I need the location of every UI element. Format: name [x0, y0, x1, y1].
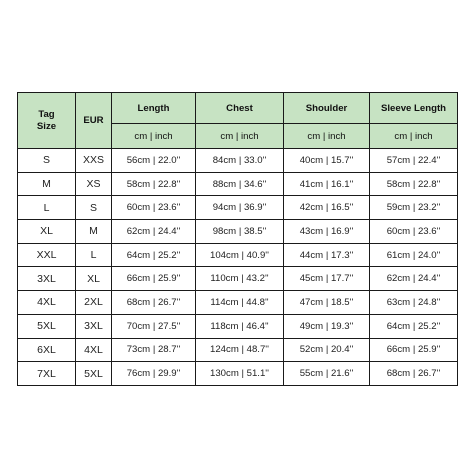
eur-header: EUR: [76, 93, 112, 149]
eur-size-cell: XXS: [76, 149, 112, 173]
chest-cell: 110cm | 43.2'': [196, 267, 284, 291]
tag-size-cell: 6XL: [18, 338, 76, 362]
eur-size-cell: XS: [76, 172, 112, 196]
length-cell: 64cm | 25.2'': [112, 243, 196, 267]
eur-size-cell: XL: [76, 267, 112, 291]
sleeve-length-cell: 62cm | 24.4'': [370, 267, 458, 291]
tag-size-header: [18, 93, 76, 149]
sleeve-unit-label: cm | inch: [370, 124, 458, 149]
table-header: [18, 93, 458, 149]
tag-size-cell: 3XL: [18, 267, 76, 291]
length-cell: 62cm | 24.4'': [112, 220, 196, 244]
length-unit-label: cm | inch: [112, 124, 196, 149]
table-row: [18, 314, 458, 338]
tag-size-cell: M: [18, 172, 76, 196]
sleeve-length-cell: 66cm | 25.9'': [370, 338, 458, 362]
eur-size-cell: 3XL: [76, 314, 112, 338]
shoulder-cell: 55cm | 21.6'': [284, 362, 370, 386]
sleeve-length-header: Sleeve Length: [370, 93, 458, 124]
tag-size-cell: S: [18, 149, 76, 173]
sleeve-length-cell: 64cm | 25.2'': [370, 314, 458, 338]
shoulder-cell: 40cm | 15.7'': [284, 149, 370, 173]
shoulder-cell: 44cm | 17.3'': [284, 243, 370, 267]
length-cell: 70cm | 27.5'': [112, 314, 196, 338]
tag-size-cell: 4XL: [18, 291, 76, 315]
table-row: [18, 149, 458, 173]
tag-size-header-line1: Tag: [38, 108, 55, 120]
eur-size-cell: S: [76, 196, 112, 220]
eur-size-cell: M: [76, 220, 112, 244]
table-body: [18, 149, 458, 386]
tag-size-header-line2: Size: [36, 120, 57, 132]
sleeve-length-cell: 61cm | 24.0'': [370, 243, 458, 267]
chest-cell: 130cm | 51.1'': [196, 362, 284, 386]
length-cell: 76cm | 29.9'': [112, 362, 196, 386]
sleeve-length-cell: 59cm | 23.2'': [370, 196, 458, 220]
chest-cell: 94cm | 36.9'': [196, 196, 284, 220]
tag-size-cell: 5XL: [18, 314, 76, 338]
eur-size-cell: 2XL: [76, 291, 112, 315]
table-row: [18, 220, 458, 244]
length-cell: 58cm | 22.8'': [112, 172, 196, 196]
table-row: [18, 291, 458, 315]
sleeve-length-cell: 58cm | 22.8'': [370, 172, 458, 196]
header-row: [18, 93, 458, 124]
size-chart-table: [17, 92, 458, 386]
chest-cell: 104cm | 40.9'': [196, 243, 284, 267]
sleeve-length-cell: 63cm | 24.8'': [370, 291, 458, 315]
tag-size-cell: L: [18, 196, 76, 220]
length-cell: 73cm | 28.7'': [112, 338, 196, 362]
eur-size-cell: L: [76, 243, 112, 267]
chest-header: Chest: [196, 93, 284, 124]
eur-size-cell: 5XL: [76, 362, 112, 386]
tag-size-cell: XXL: [18, 243, 76, 267]
length-cell: 68cm | 26.7'': [112, 291, 196, 315]
chest-cell: 118cm | 46.4'': [196, 314, 284, 338]
table-row: [18, 362, 458, 386]
table-row: [18, 338, 458, 362]
chest-cell: 124cm | 48.7'': [196, 338, 284, 362]
table-row: [18, 243, 458, 267]
sleeve-length-cell: 60cm | 23.6'': [370, 220, 458, 244]
shoulder-cell: 49cm | 19.3'': [284, 314, 370, 338]
shoulder-cell: 52cm | 20.4'': [284, 338, 370, 362]
eur-size-cell: 4XL: [76, 338, 112, 362]
sleeve-length-cell: 68cm | 26.7'': [370, 362, 458, 386]
table-row: [18, 267, 458, 291]
shoulder-cell: 41cm | 16.1'': [284, 172, 370, 196]
shoulder-cell: 45cm | 17.7'': [284, 267, 370, 291]
chest-cell: 114cm | 44.8'': [196, 291, 284, 315]
length-cell: 56cm | 22.0'': [112, 149, 196, 173]
table-row: [18, 196, 458, 220]
length-header: Length: [112, 93, 196, 124]
tag-size-cell: 7XL: [18, 362, 76, 386]
sleeve-length-cell: 57cm | 22.4'': [370, 149, 458, 173]
tag-size-cell: XL: [18, 220, 76, 244]
chest-unit-label: cm | inch: [196, 124, 284, 149]
shoulder-cell: 42cm | 16.5'': [284, 196, 370, 220]
shoulder-header: Shoulder: [284, 93, 370, 124]
length-cell: 60cm | 23.6'': [112, 196, 196, 220]
length-cell: 66cm | 25.9'': [112, 267, 196, 291]
shoulder-cell: 43cm | 16.9'': [284, 220, 370, 244]
table-row: [18, 172, 458, 196]
shoulder-cell: 47cm | 18.5'': [284, 291, 370, 315]
chest-cell: 88cm | 34.6'': [196, 172, 284, 196]
shoulder-unit-label: cm | inch: [284, 124, 370, 149]
chest-cell: 98cm | 38.5'': [196, 220, 284, 244]
chest-cell: 84cm | 33.0'': [196, 149, 284, 173]
